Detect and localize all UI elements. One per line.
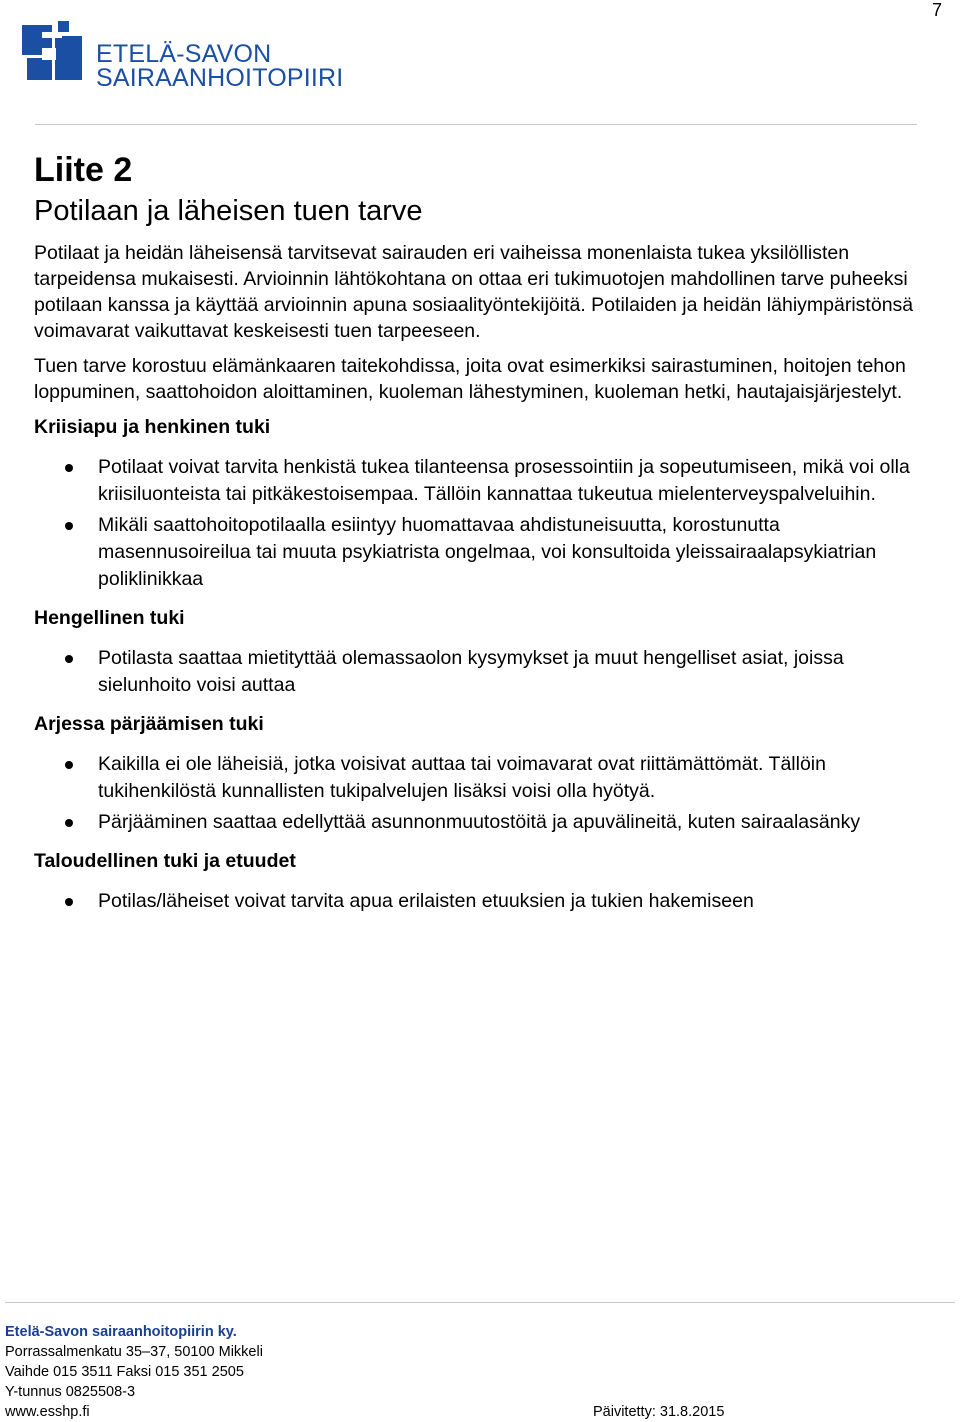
organization-logo bbox=[22, 20, 344, 92]
logo-text-line1: ETELÄ-SAVON bbox=[96, 40, 272, 68]
list-item-text: Potilaat voivat tarvita henkistä tukea tilanteensa prosessointiin ja sopeutumiseen, mikä voi olla kriisiluonteista tai pitkäkestoisempaa. Tällöin kannattaa tukeutua mielenterveyspalveluihin. bbox=[98, 456, 910, 505]
section-heading-spiritual-support: Hengellinen tuki bbox=[34, 607, 185, 629]
document-body bbox=[34, 148, 934, 925]
list-item bbox=[34, 809, 934, 836]
header-divider bbox=[35, 124, 917, 125]
footer-updated-date: Päivitetty: 31.8.2015 bbox=[593, 1404, 725, 1420]
list-item-text: Potilasta saattaa mietityttää olemassaolon kysymykset ja muut hengelliset asiat, joissa sielunhoito voisi auttaa bbox=[98, 647, 844, 696]
bullet-icon bbox=[65, 898, 73, 906]
document-title: Liite 2 bbox=[34, 151, 133, 189]
document-subtitle: Potilaan ja läheisen tuen tarve bbox=[34, 195, 423, 227]
footer-business-id: Y-tunnus 0825508-3 bbox=[5, 1384, 136, 1400]
footer-divider bbox=[5, 1302, 955, 1303]
logo-text-line2: SAIRAANHOITOPIIRI bbox=[96, 64, 344, 92]
list-item bbox=[34, 454, 934, 508]
intro-paragraph: Potilaat ja heidän läheisensä tarvitsevat sairauden eri vaiheissa monenlaista tukea yksilöllisten tarpeidensa mukaisesti. Arvioinnin lähtökohtana on ottaa eri tukimuotojen mahdollinen tarve puheeksi potilaan kanssa ja käyttää arvioinnin apuna sosiaalityöntekijöitä. Potilaiden ja heidän lähiympäristönsä voimavarat vaikuttavat keskeisesti tuen tarpeeseen. bbox=[34, 242, 914, 342]
bullet-icon bbox=[65, 464, 73, 472]
bullet-icon bbox=[65, 655, 73, 663]
list-item-text: Mikäli saattohoitopotilaalla esiintyy huomattavaa ahdistuneisuutta, korostunutta masennusoireilua tai muuta psykiatrista ongelmaa, voi konsultoida yleissairaalapsykiatrian poliklinikkaa bbox=[98, 514, 877, 590]
crisis-support-list bbox=[34, 454, 934, 593]
section-heading-crisis-support: Kriisiapu ja henkinen tuki bbox=[34, 416, 271, 438]
bullet-icon bbox=[65, 819, 73, 827]
support-need-paragraph: Tuen tarve korostuu elämänkaaren taitekohdissa, joita ovat esimerkiksi sairastuminen, hoitojen tehon loppuminen, saattohoidon aloittaminen, kuoleman lähestyminen, kuoleman hetki, hautajaisjärjestelyt. bbox=[34, 355, 906, 403]
bullet-icon bbox=[65, 522, 73, 530]
list-item bbox=[34, 751, 934, 805]
spiritual-support-list bbox=[34, 645, 934, 699]
logo-mark-icon bbox=[22, 20, 84, 84]
daily-living-support-list bbox=[34, 751, 934, 836]
section-heading-daily-living-support: Arjessa pärjäämisen tuki bbox=[34, 713, 264, 735]
list-item-text: Kaikilla ei ole läheisiä, jotka voisivat auttaa tai voimavarat ovat riittämättömät. Tällöin tukihenkilöstä kunnallisten tukipalvelujen lisäksi voisi olla hyötyä. bbox=[98, 753, 826, 802]
page-number: 7 bbox=[931, 0, 942, 20]
footer-address: Porrassalmenkatu 35–37, 50100 Mikkeli bbox=[5, 1344, 263, 1360]
footer-website: www.esshp.fi bbox=[5, 1404, 90, 1420]
page-footer bbox=[5, 1322, 945, 1422]
list-item-text: Pärjääminen saattaa edellyttää asunnonmuutostöitä ja apuvälineitä, kuten sairaalasänky bbox=[98, 811, 861, 833]
footer-organization: Etelä-Savon sairaanhoitopiirin ky. bbox=[5, 1324, 237, 1340]
financial-support-list bbox=[34, 888, 934, 915]
list-item bbox=[34, 512, 934, 593]
list-item bbox=[34, 888, 934, 915]
list-item-text: Potilas/läheiset voivat tarvita apua erilaisten etuuksien ja tukien hakemiseen bbox=[98, 890, 754, 912]
footer-phone: Vaihde 015 3511 Faksi 015 351 2505 bbox=[5, 1364, 244, 1380]
section-heading-financial-support: Taloudellinen tuki ja etuudet bbox=[34, 850, 296, 872]
list-item bbox=[34, 645, 934, 699]
bullet-icon bbox=[65, 761, 73, 769]
